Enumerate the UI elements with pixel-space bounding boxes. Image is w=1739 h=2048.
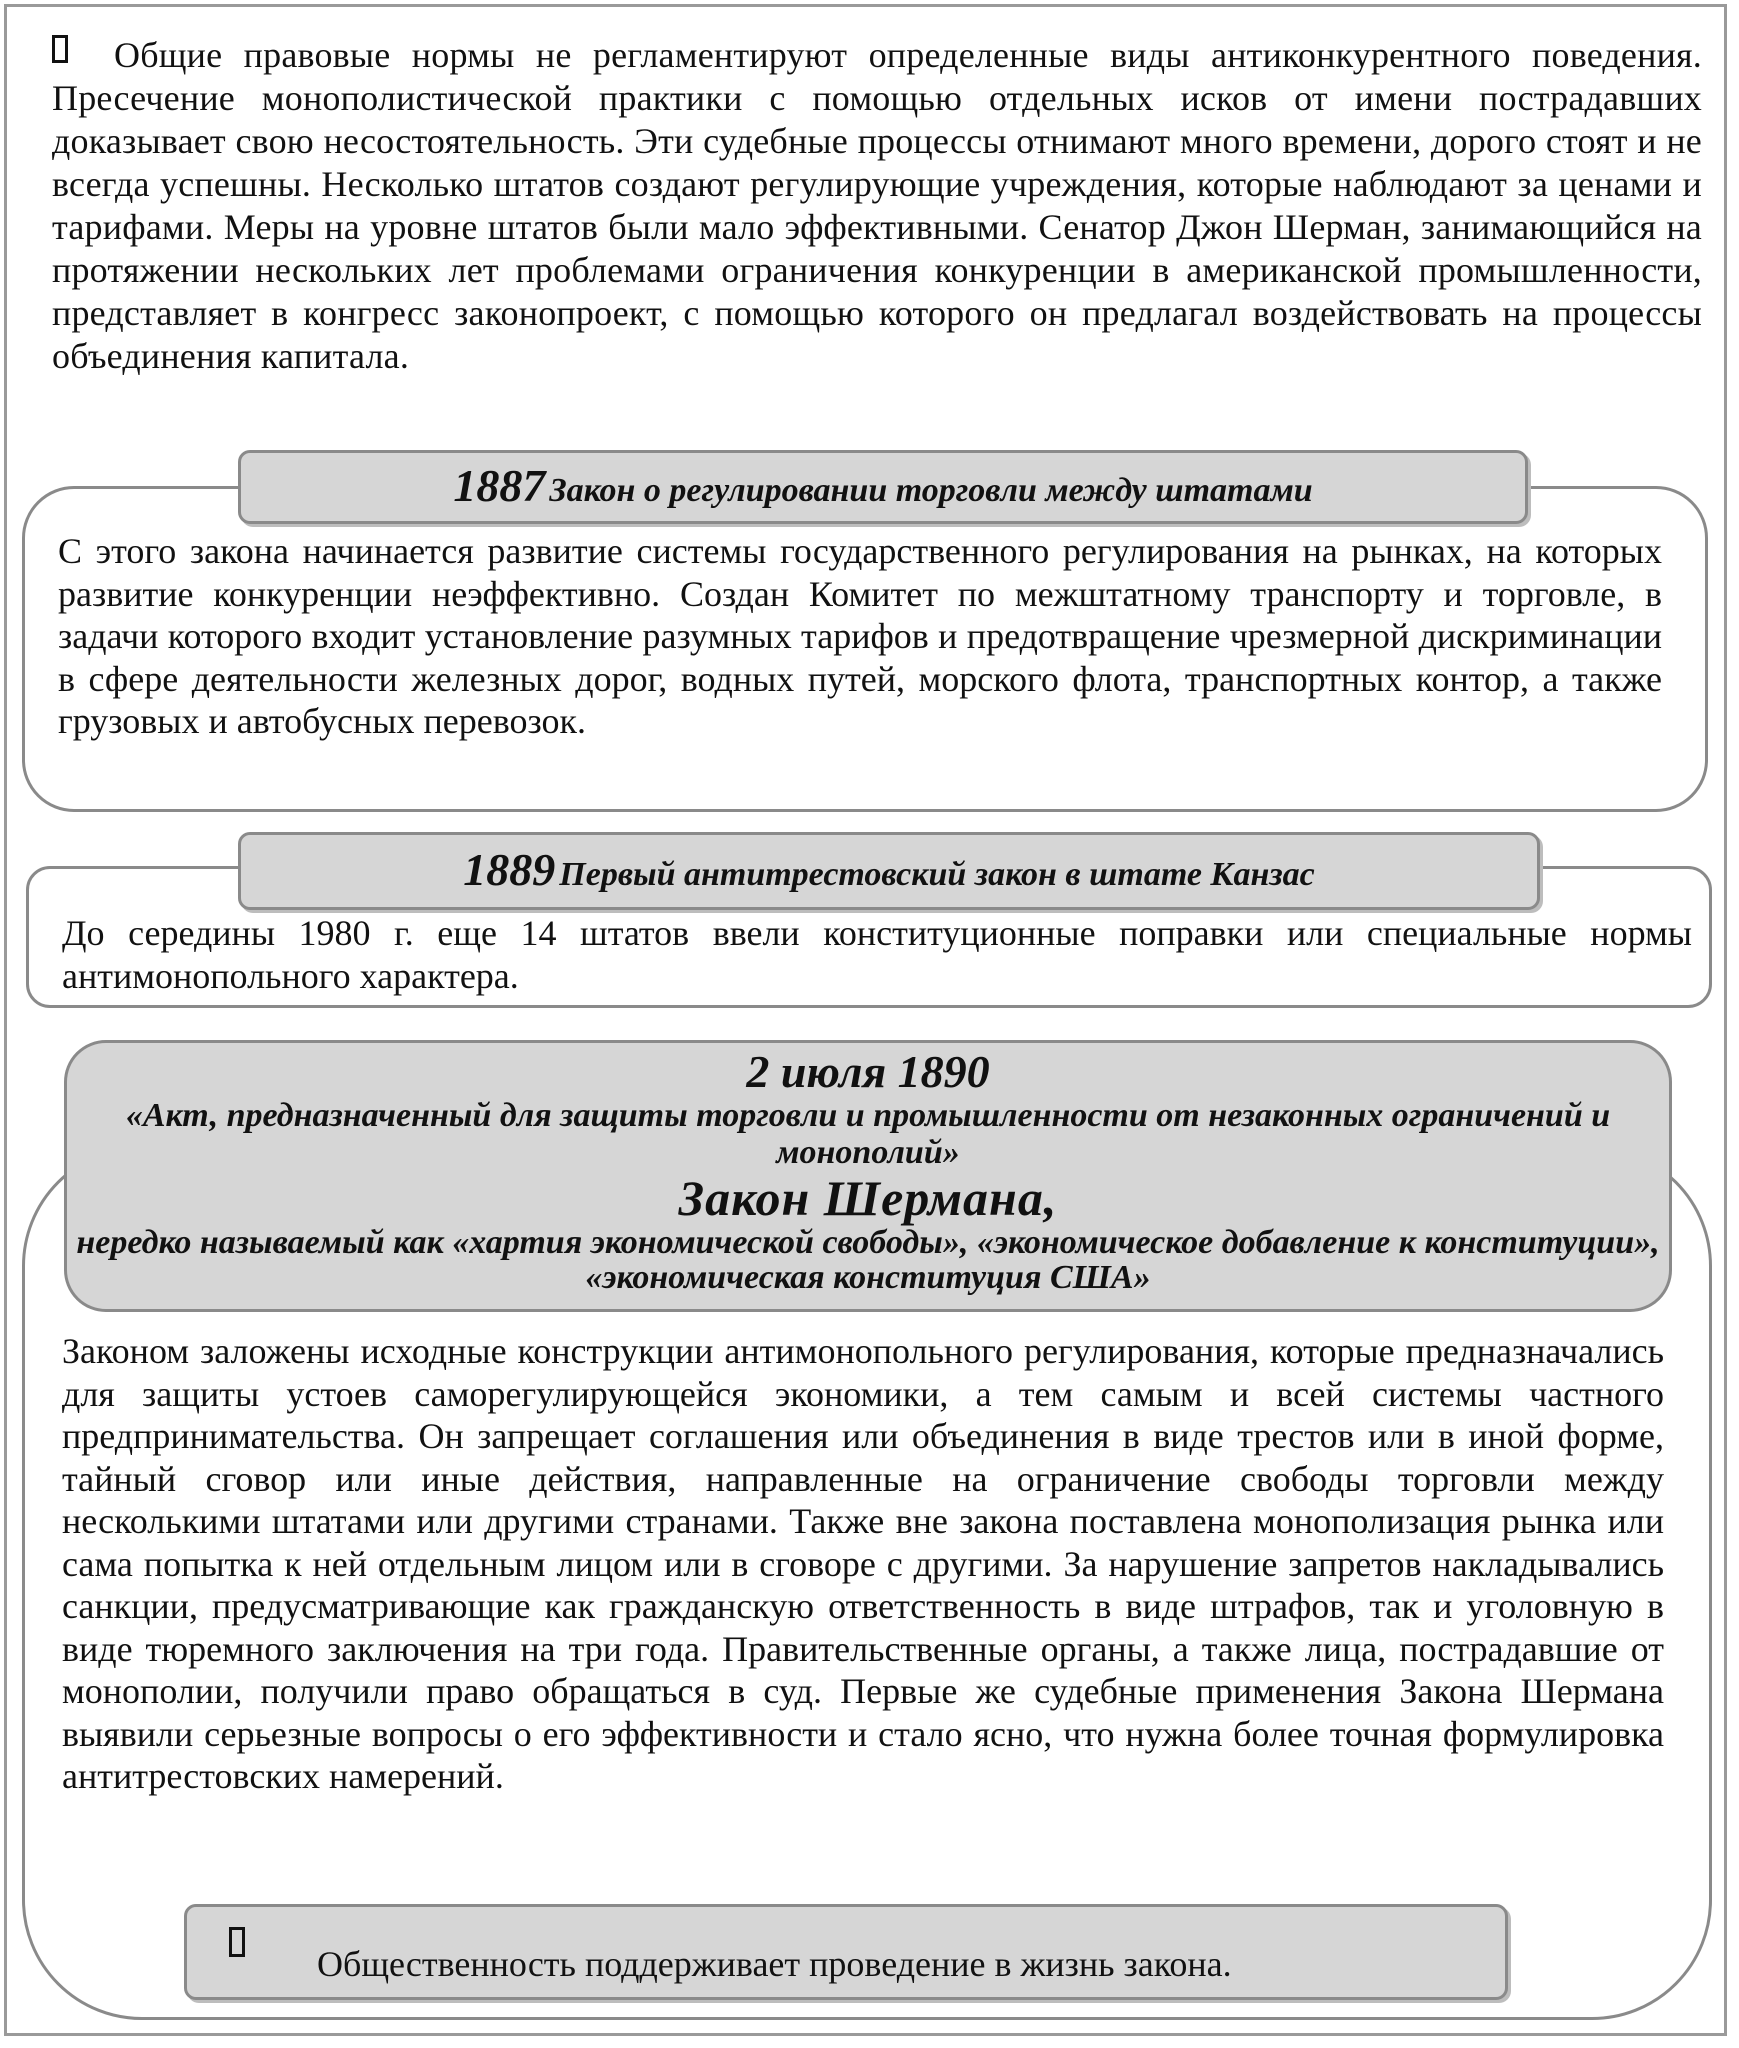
intro-text: Общие правовые нормы не регламентируют определенные виды антиконкурентного поведения. Пресечение монополистической практики с помощью отдельных исков от имени пострадавших доказывает свою несостоятельность. Эти судебные процессы отнимают много времени, дорого стоят и не всегда успешны. Несколько штатов создают регулирующие учреждения, которые наблюдают за ценами и тарифами. Меры на уровне штатов были мало эффективными. Сенатор Джон Шерман, занимающийся на протяжении нескольких лет проблемами ограничения конкуренции в американской промышленности, представляет в конгресс законопроект, с помощью которого он предлагал воздействовать на процессы объединения капитала. [52, 35, 1702, 376]
footer-note [184, 1904, 1508, 2000]
law-1889-header [238, 832, 1540, 910]
law-1890-header [64, 1040, 1672, 1312]
law-1887-title: Закон о регулировании торговли между штатами [549, 472, 1313, 509]
law-1890-text: Законом заложены исходные конструкции антимонопольного регулирования, которые предназначались для защиты устоев саморегулирующейся экономики, а тем самым и всей системы частного предпринимательства. Он запрещает соглашения или объединения в виде трестов или в иной форме, тайный сговор или иные действия, направленные на ограничение свободы торговли между несколькими штатами или другими странами. Также вне закона поставлена монополизация рынка или сама попытка к ней отдельным лицом или в сговоре с другими. За нарушение запретов накладывались санкции, предусматривающие как гражданскую ответственность в виде штрафов, так и уголовную в виде тюремного заключения на три года. Правительственные органы, а также лица, пострадавшие от монополии, получили право обращаться в суд. Первые же судебные применения Закона Шермана выявили серьезные вопросы о его эффективности и стало ясно, что нужна более точная формулировка антитрестовских намерений. [62, 1331, 1664, 1796]
law-1890-date: 2 июля 1890 [746, 1046, 990, 1097]
law-1890-law-name: Закон Шермана, [678, 1170, 1058, 1226]
footer-text: Общественность поддерживает проведение в жизнь закона. [317, 1944, 1232, 1984]
square-bullet-icon [229, 1927, 245, 1957]
law-1889-year: 1889 [463, 844, 556, 895]
square-bullet-icon [52, 35, 68, 63]
law-1889-text: До середины 1980 г. еще 14 штатов ввели конституционные поправки или специальные нормы антимонопольного характера. [62, 913, 1692, 996]
law-1889-title: Первый антитрестовский закон в штате Канзас [559, 856, 1315, 893]
law-1887-header [238, 450, 1528, 524]
intro-paragraph [52, 34, 1702, 378]
law-1887-text: С этого закона начинается развитие системы государственного регулирования на рынках, на которых развитие конкуренции неэффективно. Создан Комитет по межштатному транспорту и торговле, в задачи которого входит установление разумных тарифов и предотвращение чрезмерной дискриминации в сфере деятельности железных дорог, водных путей, морского флота, транспортных контор, а также грузовых и автобусных перевозок. [58, 531, 1662, 741]
law-1887-year: 1887 [453, 460, 546, 511]
law-1890-act-title: «Акт, предназначенный для защиты торговли и промышленности от незаконных ограничений и монополий» [125, 1097, 1611, 1171]
law-1890-aka: нередко называемый как «хартия экономической свободы», «экономическое добавление к конституции», «экономическая конституция США» [76, 1224, 1660, 1296]
